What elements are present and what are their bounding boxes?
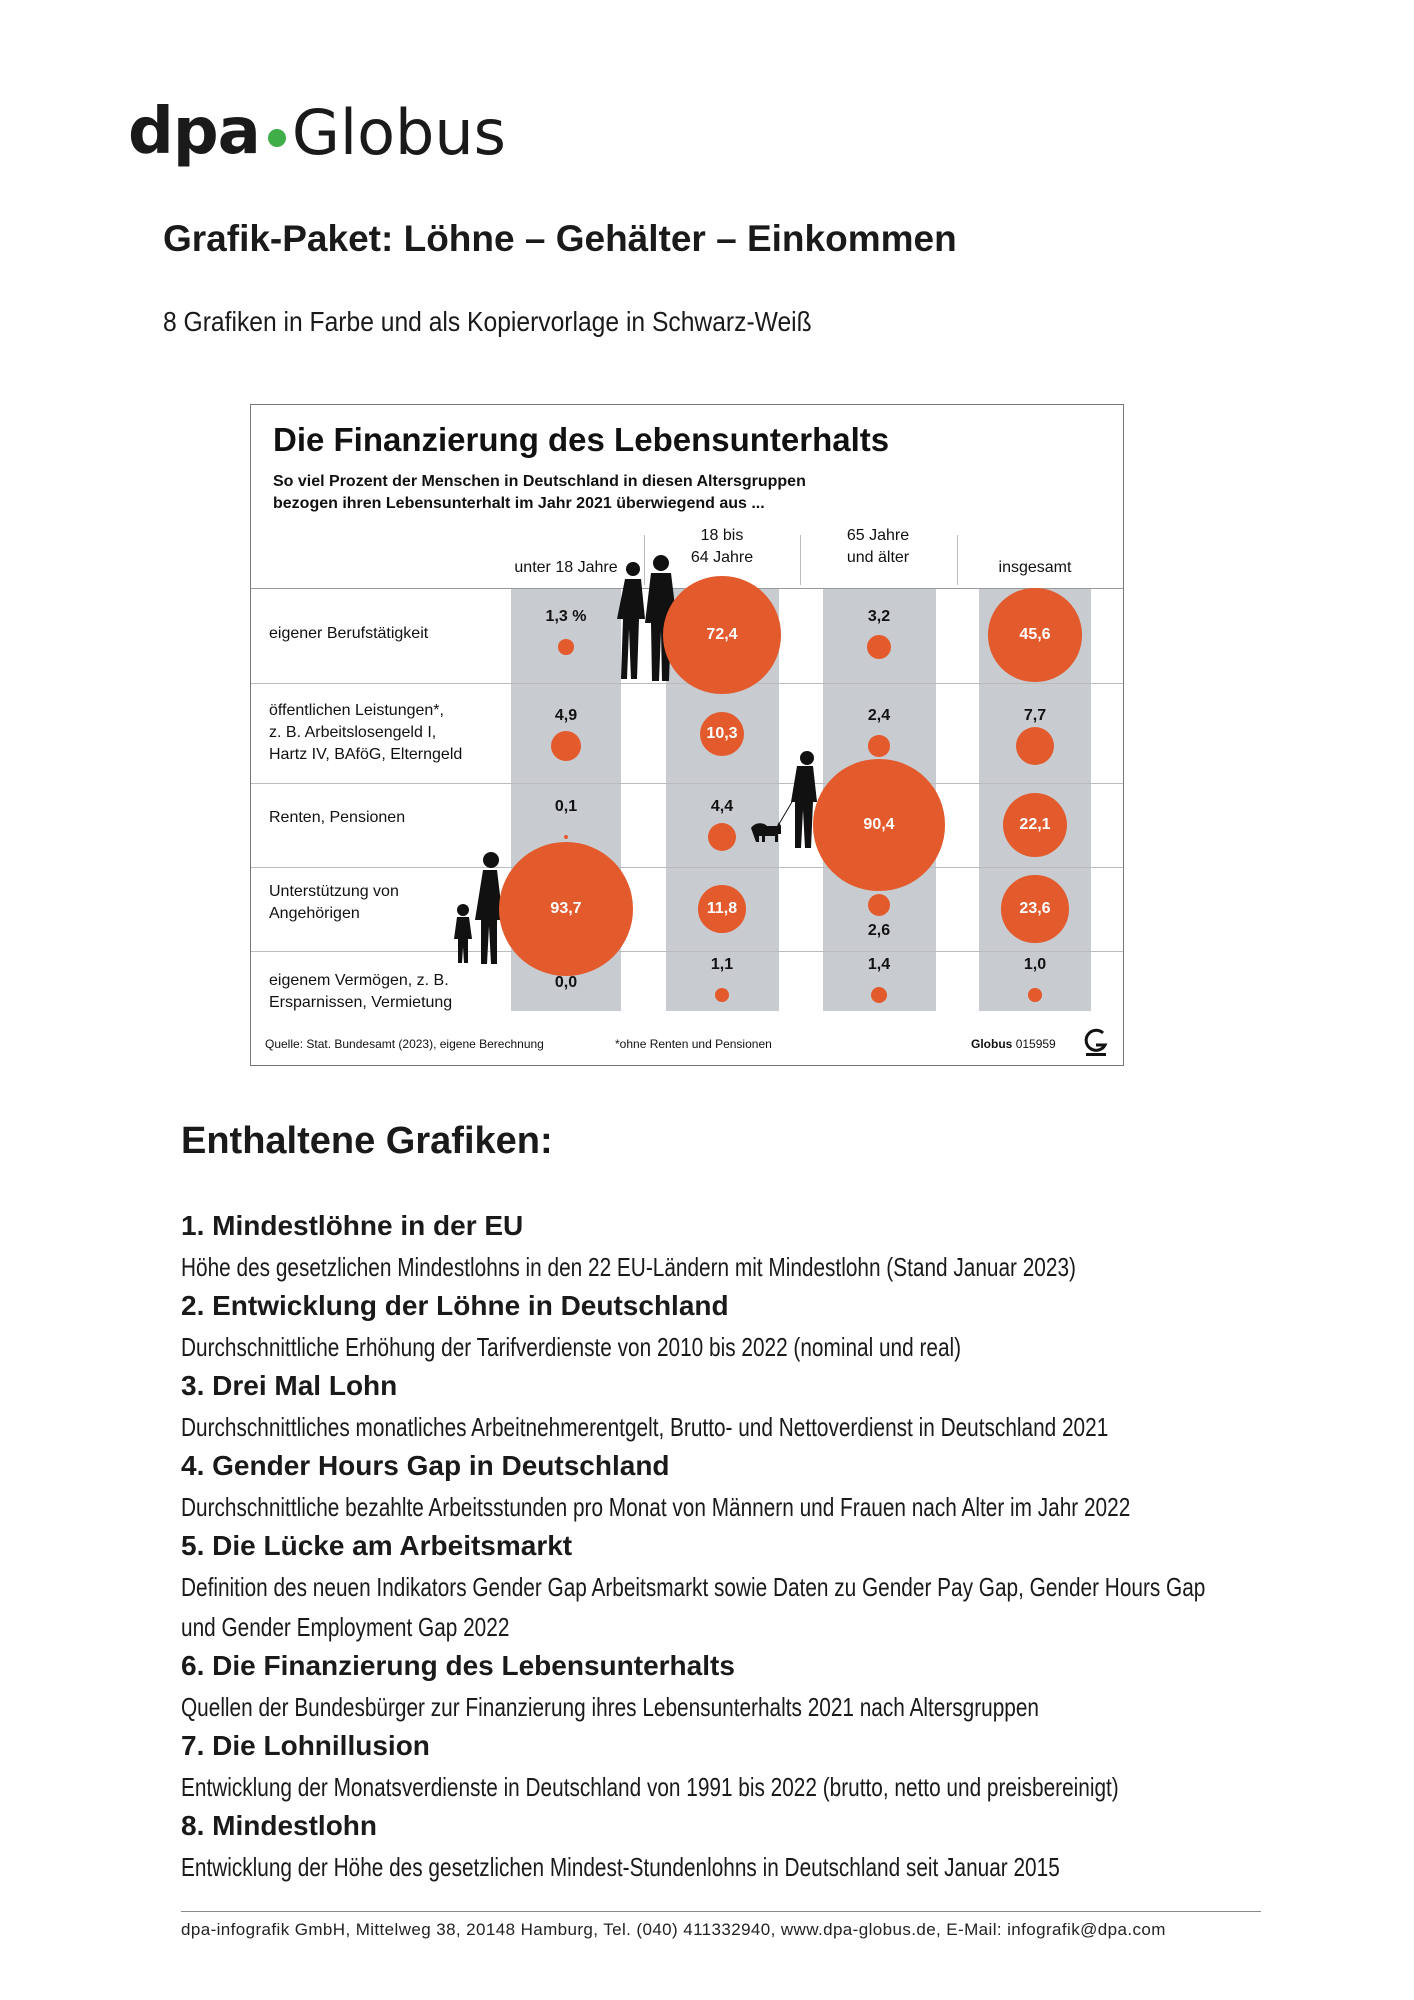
row-label-line: eigenem Vermögen, z. B. — [269, 972, 449, 989]
chart-credit-brand: Globus — [971, 1037, 1013, 1051]
column-divider — [957, 535, 958, 585]
row-label-vermoegen — [269, 970, 452, 1014]
row-label-line: Hartz IV, BAföG, Elterngeld — [269, 746, 463, 763]
value-label-leistungen-col1: 4,9 — [554, 707, 578, 724]
column-header-line — [960, 535, 1110, 557]
item-title-6: 6. Die Finanzierung des Lebensunterhalts — [181, 1650, 735, 1681]
value-label-renten-col3: 90,4 — [863, 816, 895, 833]
row-divider — [251, 867, 1123, 868]
chart-subtitle-line-2: bezogen ihren Lebensunterhalt im Jahr 2021 überwiegend aus ... — [273, 495, 765, 512]
logo-dot — [268, 129, 286, 147]
row-label-angehoerige — [269, 881, 399, 925]
value-label-leistungen-col2: 10,3 — [706, 725, 738, 742]
item-desc-2: Durchschnittliche Erhöhung der Tarifverdienste von 2010 bis 2022 (nominal und real) — [181, 1332, 962, 1362]
row-label-berufstaetigkeit — [269, 623, 428, 645]
item-desc-5: Definition des neuen Indikators Gender Gap Arbeitsmarkt sowie Daten zu Gender Pay Gap, Gender Hours Gap und Gender Employment Gap 2022 — [181, 1572, 1206, 1642]
logo-globus: Globus — [291, 95, 506, 169]
chart-subtitle — [273, 471, 806, 515]
item-desc-1: Höhe des gesetzlichen Mindestlohns in den 22 EU-Ländern mit Mindestlohn (Stand Januar 2023) — [181, 1252, 1076, 1282]
row-label-line: Angehörigen — [269, 905, 360, 922]
row-label-oeffentliche-leistungen — [269, 700, 462, 766]
chart-source: Quelle: Stat. Bundesamt (2023), eigene Berechnung — [265, 1037, 544, 1051]
column-header-line: 64 Jahre — [690, 549, 754, 566]
bubble-leistungen-col3 — [868, 735, 889, 756]
row-label-line: Ersparnissen, Vermietung — [269, 994, 453, 1011]
row-divider — [251, 951, 1123, 952]
bubble-angehoerige-col3 — [868, 894, 890, 916]
item-desc-6: Quellen der Bundesbürger zur Finanzierung ihres Lebensunterhalts 2021 nach Altersgruppen — [181, 1692, 1039, 1722]
value-label-berufstaetigkeit-col1: 1,3 % — [545, 608, 587, 625]
row-label-line: eigener Berufstätigkeit — [269, 625, 429, 642]
chart-lebensunterhalt — [250, 404, 1124, 1066]
row-label-line: öffentlichen Leistungen*, — [269, 702, 444, 719]
value-label-berufstaetigkeit-col3: 3,2 — [867, 608, 891, 625]
item-title-1: 1. Mindestlöhne in der EU — [181, 1210, 524, 1241]
value-label-vermoegen-col2: 1,1 — [710, 956, 734, 973]
column-header-line: insgesamt — [998, 559, 1072, 576]
column-header-line: unter 18 Jahre — [514, 559, 618, 576]
chart-subtitle-line-1: So viel Prozent der Menschen in Deutschland in diesen Altersgruppen — [273, 473, 806, 490]
footer-divider — [181, 1911, 1261, 1912]
item-desc-7: Entwicklung der Monatsverdienste in Deutschland von 1991 bis 2022 (brutto, netto und preisbereinigt) — [181, 1772, 1119, 1802]
item-desc-3: Durchschnittliches monatliches Arbeitnehmerentgelt, Brutto- und Nettoverdienst in Deutschland 2021 — [181, 1412, 1109, 1442]
row-divider — [251, 783, 1123, 784]
page-subtitle: 8 Grafiken in Farbe und als Kopiervorlage in Schwarz-Weiß — [163, 306, 812, 337]
value-label-berufstaetigkeit-col2: 72,4 — [706, 626, 738, 643]
logo-dpa: dpa — [128, 95, 260, 169]
value-label-renten-col1: 0,1 — [554, 798, 578, 815]
section-heading: Enthaltene Grafiken: — [181, 1120, 553, 1162]
item-title-8: 8. Mindestlohn — [181, 1810, 377, 1841]
item-title-2: 2. Entwicklung der Löhne in Deutschland — [181, 1290, 729, 1321]
value-label-angehoerige-col4: 23,6 — [1019, 900, 1051, 917]
item-desc-8: Entwicklung der Höhe des gesetzlichen Mindest-Stundenlohns in Deutschland seit Januar 2015 — [181, 1852, 1060, 1882]
column-header-line: 65 Jahre — [846, 527, 910, 544]
value-label-leistungen-col4: 7,7 — [1023, 707, 1047, 724]
column-header-line: und älter — [846, 549, 910, 566]
dpa-globus-logo — [128, 92, 506, 172]
page-title: Grafik-Paket: Löhne – Gehälter – Einkommen — [163, 218, 957, 259]
row-label-line: Renten, Pensionen — [269, 809, 406, 826]
value-label-vermoegen-col1: 0,0 — [554, 974, 578, 991]
value-label-angehoerige-col2: 11,8 — [706, 900, 738, 917]
row-label-line: Unterstützung von — [269, 883, 399, 900]
value-label-angehoerige-col3: 2,6 — [867, 922, 891, 939]
globus-logo-icon — [1083, 1027, 1109, 1057]
value-label-vermoegen-col4: 1,0 — [1023, 956, 1047, 973]
item-title-4: 4. Gender Hours Gap in Deutschland — [181, 1450, 670, 1481]
item-title-5: 5. Die Lücke am Arbeitsmarkt — [181, 1530, 573, 1561]
value-label-renten-col4: 22,1 — [1019, 816, 1051, 833]
value-label-renten-col2: 4,4 — [710, 798, 734, 815]
item-title-7: 7. Die Lohnillusion — [181, 1730, 430, 1761]
column-header-total — [960, 535, 1110, 579]
bubble-vermoegen-col4 — [1028, 988, 1042, 1002]
value-label-vermoegen-col3: 1,4 — [867, 956, 891, 973]
column-header-line: 18 bis — [700, 527, 744, 544]
bubble-berufstaetigkeit-col1 — [558, 639, 574, 655]
row-label-renten — [269, 807, 405, 829]
value-label-angehoerige-col1: 93,7 — [550, 900, 582, 917]
column-header-65plus — [803, 525, 953, 569]
item-title-3: 3. Drei Mal Lohn — [181, 1370, 398, 1401]
item-desc-4: Durchschnittliche bezahlte Arbeitsstunden pro Monat von Männern und Frauen nach Alter im Jahr 2022 — [181, 1492, 1131, 1522]
footer-contact: dpa-infografik GmbH, Mittelweg 38, 20148 Hamburg, Tel. (040) 411332940, www.dpa-globus.de, E-Mail: infografik@dpa.com — [181, 1920, 1166, 1939]
column-divider — [800, 535, 801, 585]
chart-title: Die Finanzierung des Lebensunterhalts — [273, 421, 890, 458]
chart-footnote: *ohne Renten und Pensionen — [615, 1037, 772, 1051]
bubble-leistungen-col4 — [1016, 727, 1054, 765]
value-label-berufstaetigkeit-col4: 45,6 — [1019, 626, 1051, 643]
chart-credit-id: 015959 — [1015, 1037, 1056, 1051]
chart-credit — [971, 1037, 1056, 1051]
value-label-leistungen-col3: 2,4 — [867, 707, 891, 724]
row-label-line: z. B. Arbeitslosengeld I, — [269, 724, 437, 741]
column-header-line — [491, 535, 641, 557]
